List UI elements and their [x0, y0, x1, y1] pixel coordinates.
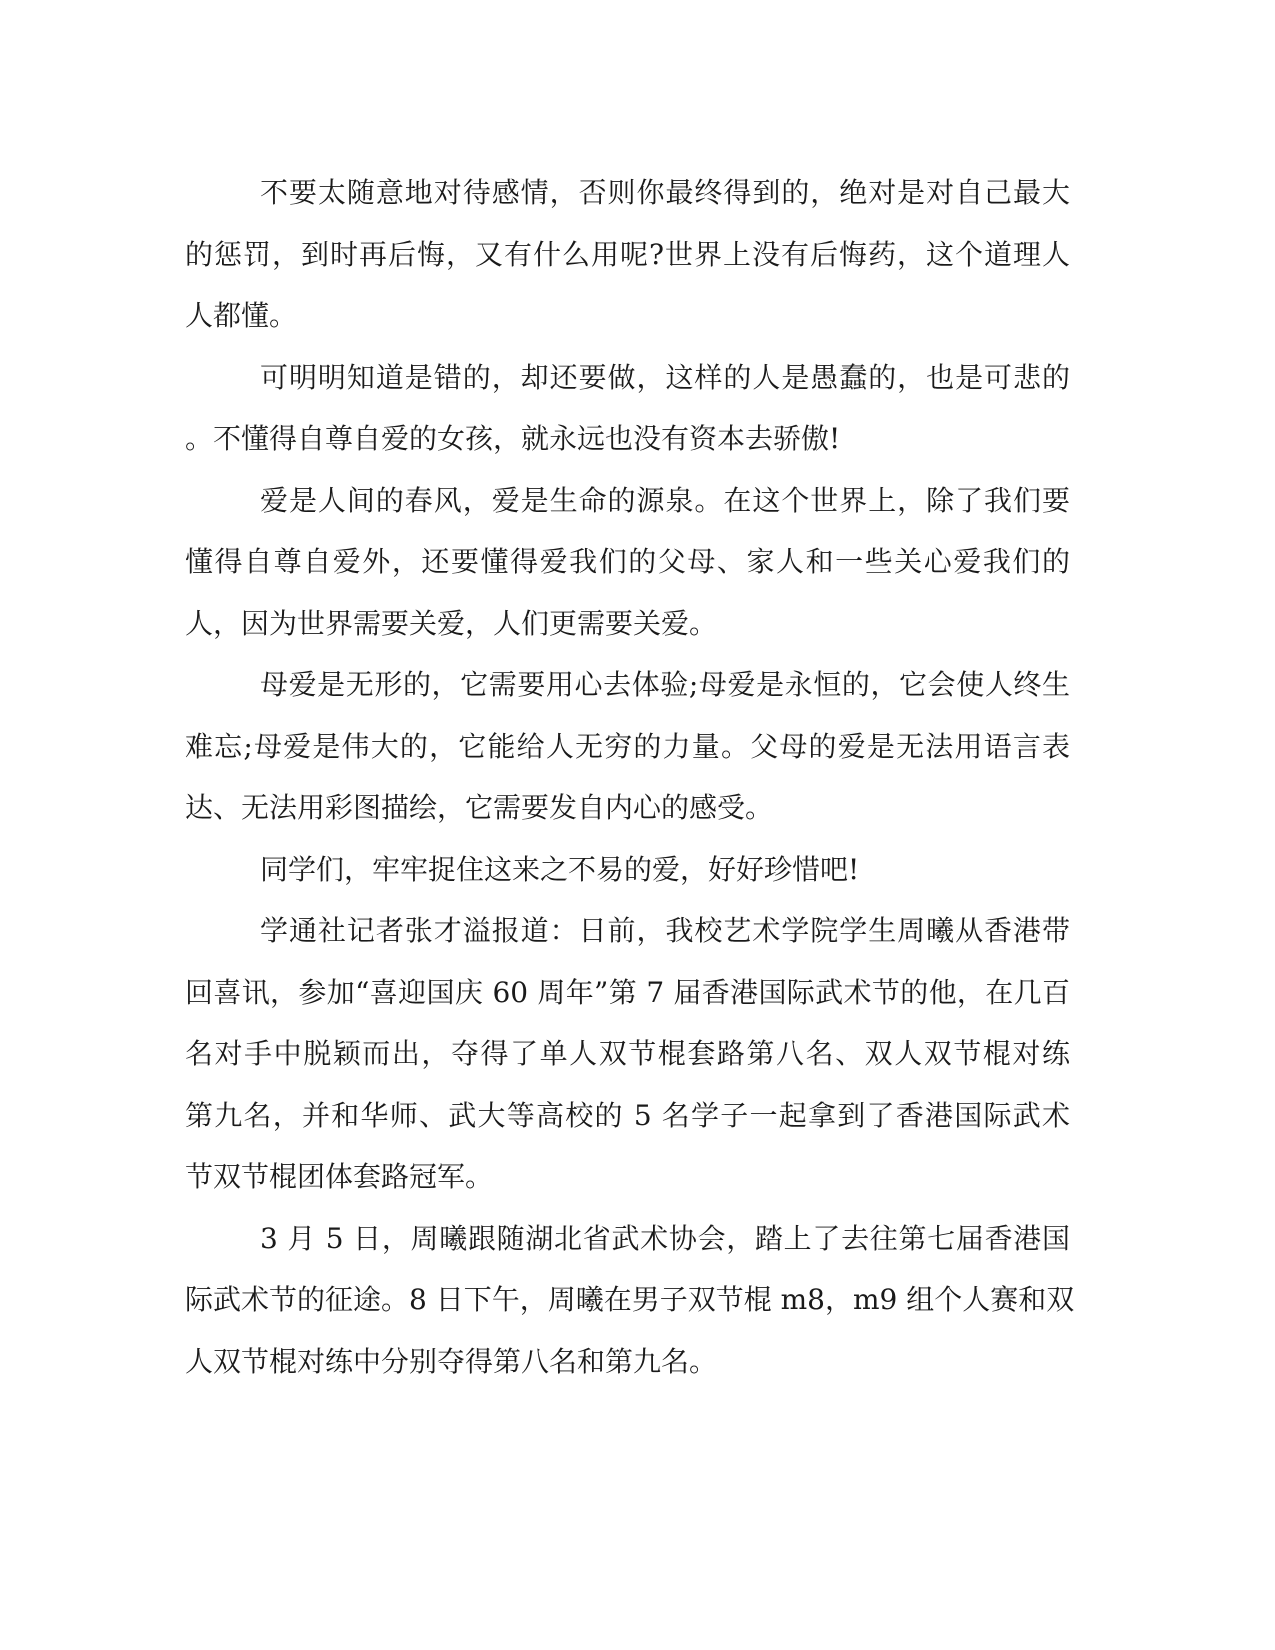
text-line: 懂得自尊自爱外，还要懂得爱我们的父母、家人和一些关心爱我们的 [185, 545, 1070, 578]
text-line: 回喜讯，参加“喜迎国庆 60 周年”第 7 届香港国际武术节的他，在几百 [185, 975, 1070, 1009]
text-line: 人，因为世界需要关爱，人们更需要关爱。 [185, 606, 718, 640]
paragraph-1 [185, 162, 1070, 347]
text-line: 达、无法用彩图描绘，它需要发自内心的感受。 [185, 791, 774, 824]
paragraph-6 [185, 900, 1070, 1208]
paragraph-2 [185, 347, 1070, 470]
text-line: 人双节棍对练中分别夺得第八名和第九名。 [185, 1344, 718, 1378]
text-line: 的惩罚，到时再后悔，又有什么用呢?世界上没有后悔药，这个道理人 [185, 237, 1070, 271]
text-line: 节双节棍团体套路冠军。 [185, 1160, 494, 1193]
paragraph-3 [185, 470, 1070, 655]
text-line: 人都懂。 [185, 299, 298, 332]
text-line: 同学们，牢牢捉住这来之不易的爱，好好珍惜吧! [260, 852, 860, 886]
document-body [185, 162, 1075, 1392]
text-line: 学通社记者张才溢报道：日前，我校艺术学院学生周曦从香港带 [260, 914, 1070, 947]
text-line: 名对手中脱颖而出，夺得了单人双节棍套路第八名、双人双节棍对练 [185, 1037, 1070, 1070]
text-line: 爱是人间的春风，爱是生命的源泉。在这个世界上，除了我们要 [260, 483, 1070, 517]
text-line: 3 月 5 日，周曦跟随湖北省武术协会，踏上了去往第七届香港国 [260, 1221, 1070, 1255]
text-line: 可明明知道是错的，却还要做，这样的人是愚蠢的，也是可悲的 [260, 360, 1070, 394]
text-line: 第九名，并和华师、武大等高校的 5 名学子一起拿到了香港国际武术 [185, 1098, 1070, 1132]
paragraph-5 [185, 839, 1070, 901]
paragraph-7 [185, 1208, 1075, 1393]
text-line: 。不懂得自尊自爱的女孩，就永远也没有资本去骄傲! [185, 422, 841, 455]
text-line: 不要太随意地对待感情，否则你最终得到的，绝对是对自己最大 [260, 176, 1070, 209]
paragraph-4 [185, 654, 1070, 839]
text-line: 母爱是无形的，它需要用心去体验;母爱是永恒的，它会使人终生 [260, 668, 1070, 701]
text-line: 际武术节的征途。8 日下午，周曦在男子双节棍 m8，m9 组个人赛和双 [185, 1283, 1075, 1316]
text-line: 难忘;母爱是伟大的，它能给人无穷的力量。父母的爱是无法用语言表 [185, 729, 1070, 763]
